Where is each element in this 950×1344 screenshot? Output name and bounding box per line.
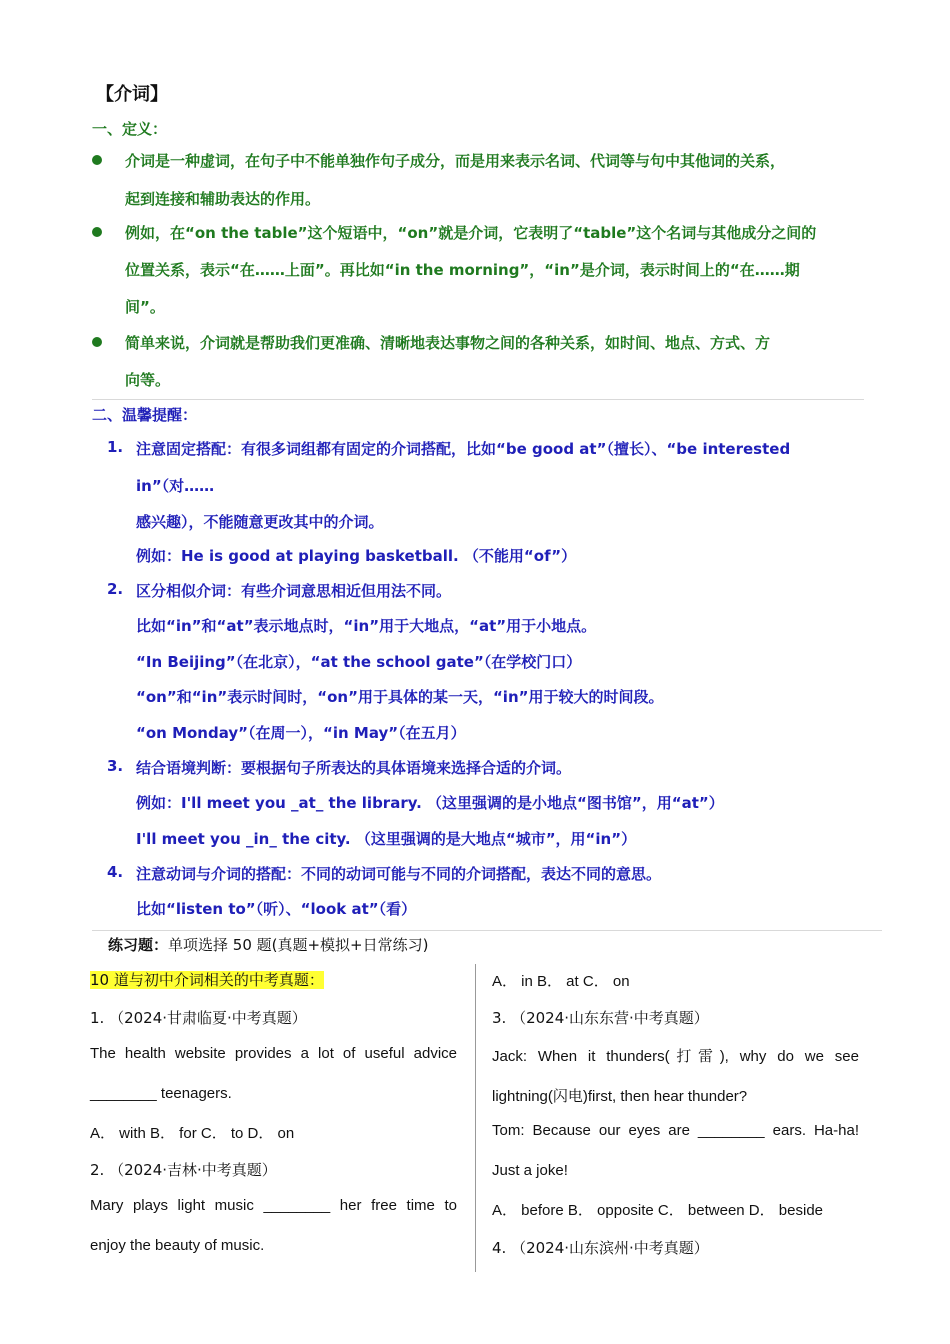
question-1-line-1: The health website provides a lot of useful advice [90,1045,457,1062]
definition-bullet-2-line-1: 例如，在“on the table”这个短语中，“on”就是介词，它表明了“table”这个名词与其他成分之间的 [125,224,817,242]
question-3-options: A． before B． opposite C． between D． beside [492,1202,824,1219]
practice-description: 单项选择 50 题(真题+模拟+日常练习) [168,936,429,954]
tip-3-number: 3. [107,757,124,775]
tip-3-line-3: I'll meet you _in_ the city. （这里强调的是大地点“城市”，用“in”） [136,830,637,848]
question-3-line-2: lightning(闪电)first, then hear thunder? [492,1088,748,1105]
question-1-options: A． with B． for C． to D． on [90,1125,295,1142]
tip-4-number: 4. [107,863,124,881]
definition-bullet-2-line-3: 间”。 [125,298,165,316]
question-2-line-2: enjoy the beauty of music. [90,1237,265,1254]
tips-heading: 二、温馨提醒： [92,406,198,424]
bullet-dot-icon [92,227,102,237]
tip-2-line-2: 比如“in”和“at”表示地点时，“in”用于大地点，“at”用于小地点。 [136,617,597,635]
divider [92,399,864,400]
bullet-dot-icon [92,155,102,165]
question-4-source: 4. （2024·山东滨州·中考真题） [492,1239,709,1257]
definition-bullet-3-line-1: 简单来说，介词就是帮助我们更准确、清晰地表达事物之间的各种关系，如时间、地点、方式、方 [125,334,771,352]
definition-bullet-2-line-2: 位置关系，表示“在……上面”。再比如“in the morning”，“in”是介词，表示时间上的“在……期 [125,261,800,279]
definition-bullet-1-line-1: 介词是一种虚词，在句子中不能单独作句子成分，而是用来表示名词、代词等与句中其他词的关系， [125,152,786,170]
divider [92,930,882,931]
definition-bullet-3-line-2: 向等。 [125,371,171,389]
tip-2-line-3: “In Beijing”（在北京），“at the school gate”（在学校门口） [136,653,582,671]
question-1-line-2: ________ teenagers. [90,1085,232,1102]
highlight-text: 10 道与初中介词相关的中考真题： [90,971,324,989]
question-3-line-3: Tom: Because our eyes are ________ ears. Ha-ha! [492,1122,859,1139]
definition-heading: 一、定义： [92,120,168,138]
tip-1-line-3: 感兴趣），不能随意更改其中的介词。 [136,513,384,531]
question-1-source: 1. （2024·甘肃临夏·中考真题） [90,1009,307,1027]
tip-2-line-4: “on”和“in”表示时间时，“on”用于具体的某一天，“in”用于较大的时间段。 [136,688,664,706]
question-2-source: 2. （2024·吉林·中考真题） [90,1161,277,1179]
tip-2-number: 2. [107,580,124,598]
tip-3-line-1: 结合语境判断：要根据句子所表达的具体语境来选择合适的介词。 [136,759,572,777]
page-title: 【介词】 [96,84,168,105]
practice-heading [108,934,428,955]
real-exam-highlight [90,969,324,990]
column-divider [475,964,476,1272]
tip-3-line-2: 例如：I'll meet you _at_ the library. （这里强调的是小地点“图书馆”，用“at”） [136,794,724,812]
practice-label: 练习题： [108,936,169,954]
question-2-line-1: Mary plays light music ________ her free time to [90,1197,457,1214]
question-2-options: A． in B． at C． on [492,973,630,990]
tip-1-line-1: 注意固定搭配：有很多词组都有固定的介词搭配，比如“be good at”（擅长）、“be interested [136,440,791,458]
tip-1-number: 1. [107,438,124,456]
tip-2-line-5: “on Monday”（在周一），“in May”（在五月） [136,724,466,742]
tip-1-line-2: in”（对…… [136,477,215,495]
tip-4-line-1: 注意动词与介词的搭配：不同的动词可能与不同的介词搭配，表达不同的意思。 [136,865,662,883]
tip-1-line-4: 例如：He is good at playing basketball. （不能用“of”） [136,547,577,565]
definition-bullet-1-line-2: 起到连接和辅助表达的作用。 [125,190,321,208]
question-3-line-1: Jack: When it thunders(打雷), why do we see [492,1048,859,1065]
question-3-line-4: Just a joke! [492,1162,568,1179]
bullet-dot-icon [92,337,102,347]
tip-4-line-2: 比如“listen to”（听）、“look at”（看） [136,900,417,918]
tip-2-line-1: 区分相似介词：有些介词意思相近但用法不同。 [136,582,452,600]
question-3-source: 3. （2024·山东东营·中考真题） [492,1009,709,1027]
